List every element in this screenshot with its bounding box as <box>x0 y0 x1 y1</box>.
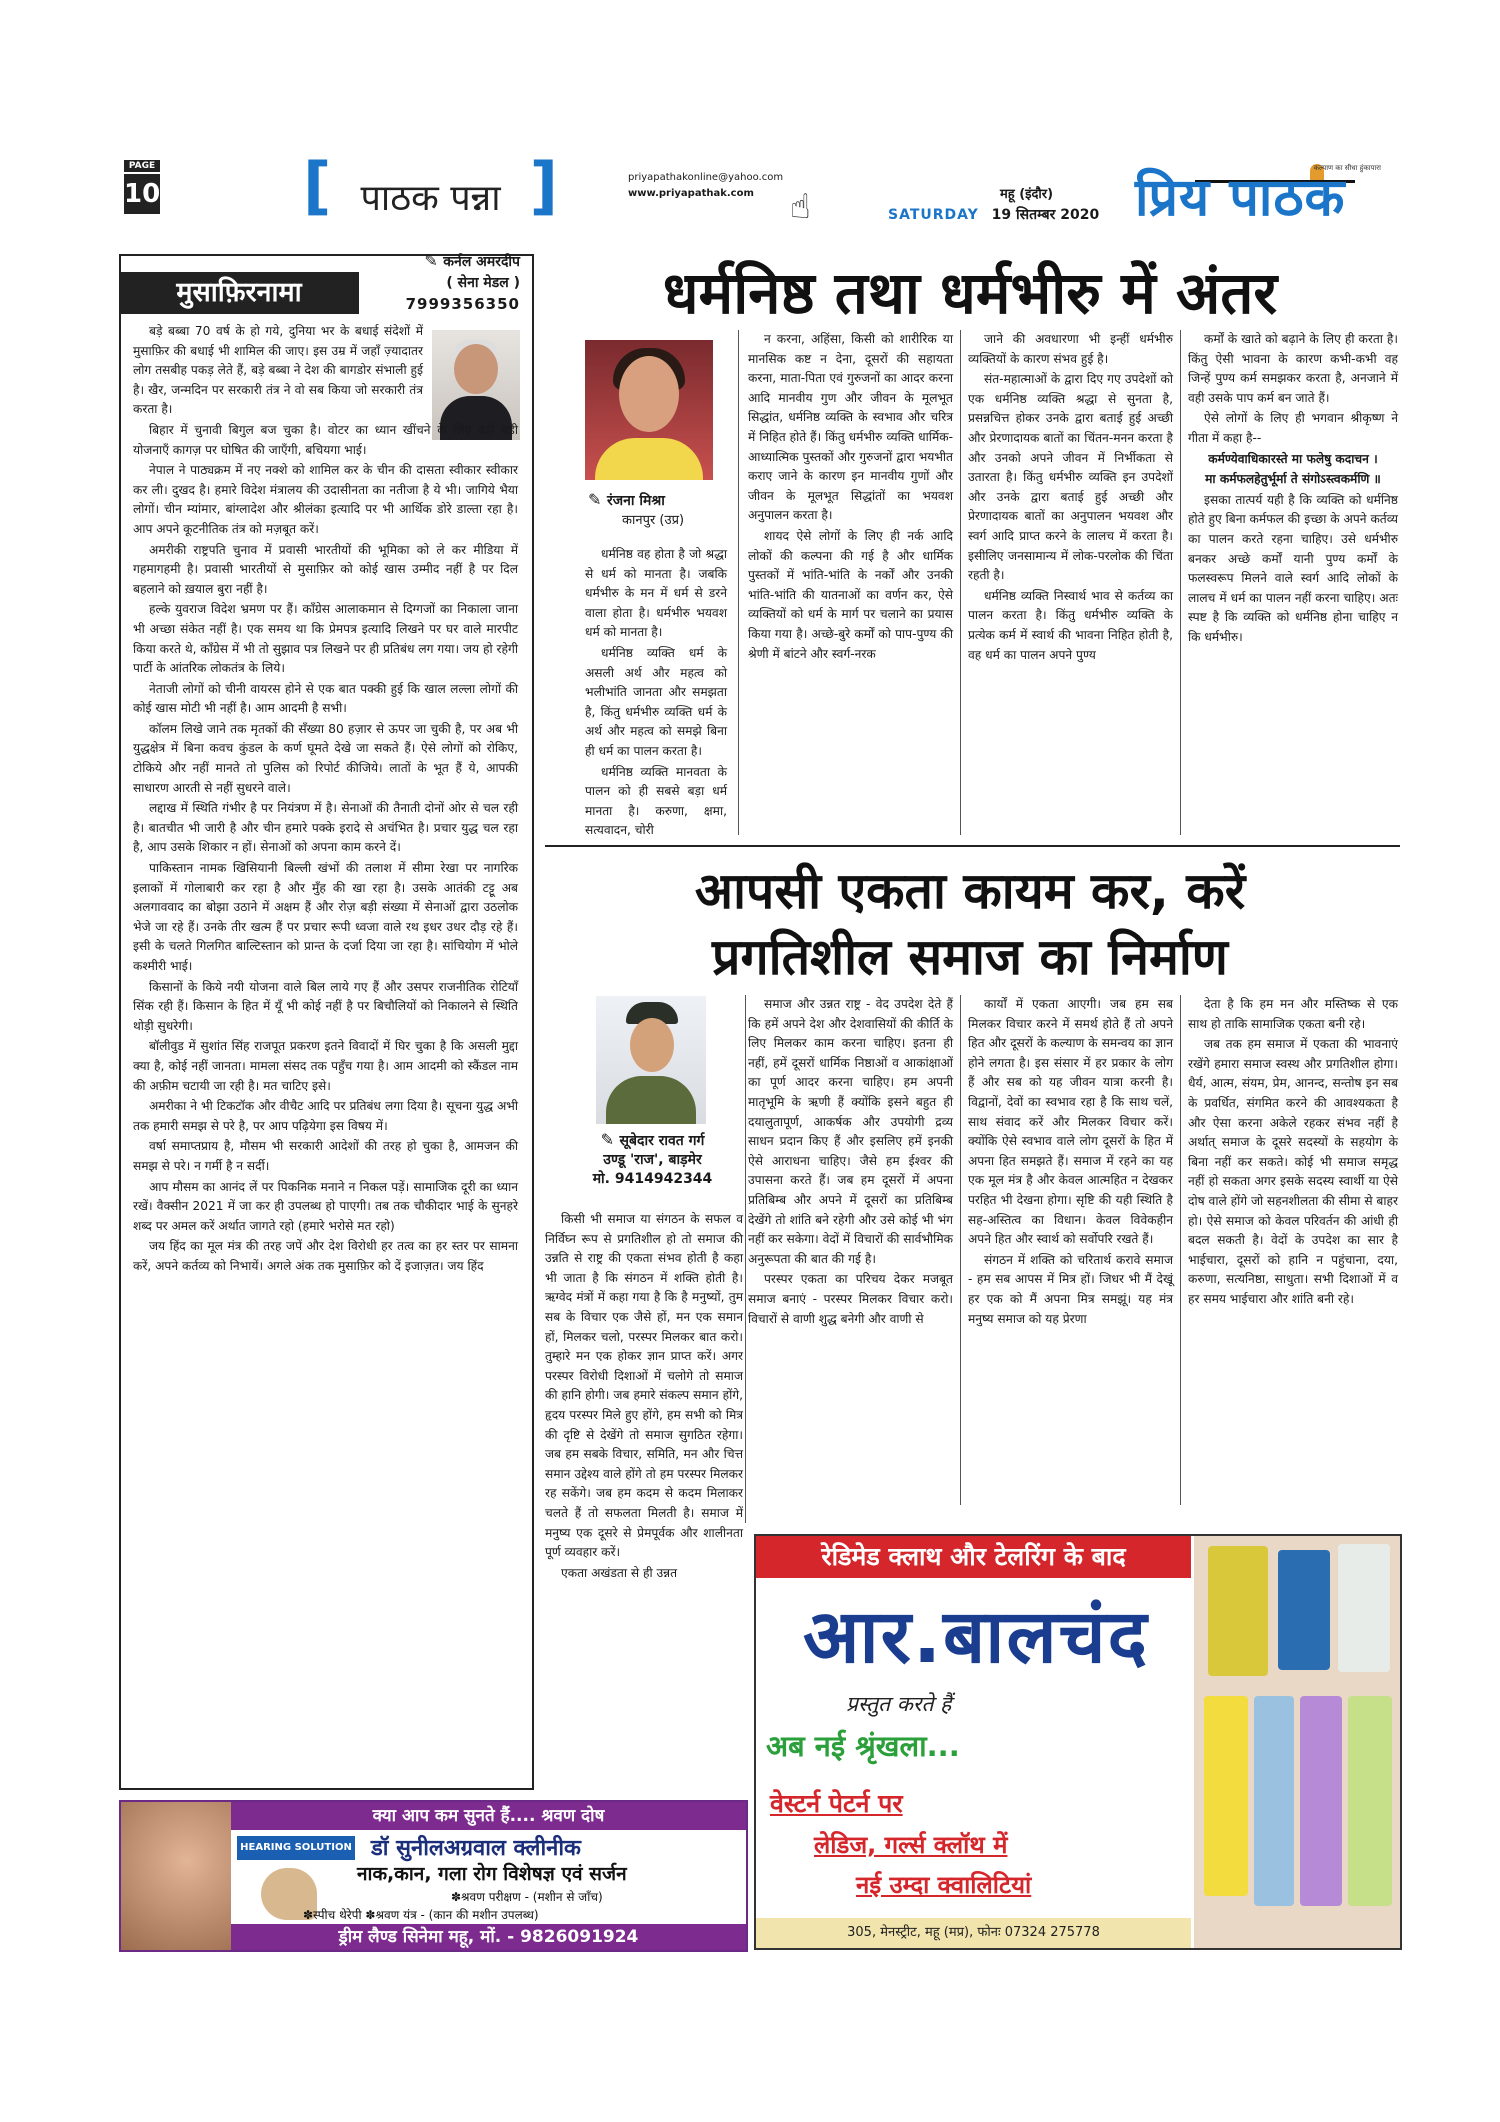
paragraph: बॉलीवुड में सुशांत सिंह राजपूत प्रकरण इतने विवादों में घिर चुका है कि असली मुद्दा क्या है, कोई नहीं जानता। मामला संसद तक पहुँच गया है। आम आदमी को स्कैंडल नाम की अफ़ीम चटायी जा रही है। मत चाटिए इसे। <box>133 1039 518 1093</box>
article1-col-b <box>748 330 953 665</box>
garment-image <box>1338 1544 1390 1672</box>
left-byline <box>380 250 520 315</box>
newspaper-logo <box>1135 160 1385 240</box>
ad-series: अब नई श्रृंखला... <box>766 1729 960 1763</box>
author-phone: 7999356350 <box>405 295 520 313</box>
paragraph: समाज और उन्नत राष्ट्र - वेद उपदेश देते हैं कि हमें अपने देश और देशवासियों की कीर्ति के लिए मिलकर काम करना चाहिए। इतना ही नहीं, हमें दूसरों धार्मिक निष्ठाओं व आकांक्षाओं का पूर्ण आदर करना चाहिए। हम अपनी मातृभूमि के ऋणी हैं क्योंकि इसने बहुत ही दयालुतापूर्ण, आकर्षक और उपयोगी द्रव्य साधन प्रदान किए हैं और इसलिए हमें इनकी ऐसे आराधना चाहिए। जैसे हम ईश्वर की उपासना करते हैं। जब हम दूसरों में अपना प्रतिबिम्ब और अपने में दूसरों का प्रतिबिम्ब देखेंगे तो शांति बने रहेगी और उसे कोई भी भंग नहीं कर सकेगा। वेदों में विचारों की सार्वभौमिक अनुरूपता की बात की गई है। <box>748 997 953 1266</box>
author-phone: मो. 9414942344 <box>592 1171 713 1187</box>
paragraph: धर्मनिष्ठ वह होता है जो श्रद्धा से धर्म को मानता है। जबकि धर्मभीरु के मन में धर्म से डरने वाला होता है। धर्मभीरु भयवश धर्म को मानता है। <box>585 547 727 640</box>
headline-line: प्रगतिशील समाज का निर्माण <box>712 928 1228 986</box>
paragraph: बिहार में चुनावी बिगुल बज चुका है। वोटर का ध्यान खींचने के लिए बड़ी बड़ी योजनाएँ कागज़ पर घोषित की जाएँगी, बचियगा भाई। <box>133 422 518 457</box>
article1-byline <box>588 490 728 528</box>
paragraph: जब तक हम समाज में एकता की भावनाएं रखेंगे हमारा समाज स्वस्थ और प्रगतिशील होगा। धैर्य, आत्म, संयम, प्रेम, आनन्द, सन्तोष इन सब के प्रवर्धित, संगमित करने की आवश्यकता है और ऐसा करना अकेले रहकर संभव नहीं है अर्थात् समाज के दूसरे सदस्यों के सहयोग के बिना नहीं कर सकते। कोई भी समाज समृद्ध नहीं हो सकता अगर इसके सदस्य स्वार्थी या ऐसे दोष वाले होंगे जो सहनशीलता की सीमा से बाहर हो। ऐसे समाज को केवल परिवर्तन की आंधी ही बदल सकती है। वेदों के उपदेश का सार है भाईचारा, दूसरों को हानि न पहुंचाना, दया, करुणा, सत्यनिष्ठा, साधुता। सभी दिशाओं में व हर समय भाईचारा और शांति बनी रहे। <box>1188 1037 1399 1306</box>
paragraph: परस्पर एकता का परिचय देकर मजबूत समाज बनाएं - परस्पर मिलकर विचार करो। विचारों से वाणी शुद्ध बनेगी और वाणी से <box>748 1272 953 1326</box>
column-name: मुसाफ़िरनामा <box>119 272 359 314</box>
garment-image <box>1348 1696 1392 1906</box>
paragraph: इसका तात्पर्य यही है कि व्यक्ति को धर्मनिष्ठ होते हुए बिना कर्मफल की इच्छा के अपने कर्तव्य का पालन करते रहना चाहिए। उसे धर्मभीरु बनकर अच्छे कर्मों यानी पुण्य कर्मों के फलस्वरूप मिलने वाले स्वर्ग आदि लोकों के लालच में धर्म का पालन नहीं करना चाहिए। अतः स्पष्ट है कि व्यक्ति को धर्मनिष्ठ होना चाहिए न कि धर्मभीरु। <box>1188 492 1398 644</box>
paragraph: संत-महात्माओं के द्वारा दिए गए उपदेशों को एक धर्मनिष्ठ व्यक्ति श्रद्धा से सुनता है, प्रसन्नचित्त होकर उनके द्वारा बताई हुई अच्छी और प्रेरणादायक बातों का चिंतन-मनन करता है और उनको अपने जीवन में निर्भीकता से उतारता है। किंतु धर्मभीरु व्यक्ति इन उपदेशों और उनके द्वारा बताई हुई अच्छी और प्रेरणादायक बातों का अनुपालन भयवश और स्वर्ग आदि प्राप्त करने के लालच में करता है। इसीलिए जनसामान्य में लोक-परलोक की चिंता रहती है। <box>968 372 1173 583</box>
paragraph: ऐसे लोगों के लिए ही भगवान श्रीकृष्ण ने गीता में कहा है-- <box>1188 411 1398 445</box>
paragraph: नेताजी लोगों को चीनी वायरस होने से एक बात पक्की हुई कि खाल लल्ला लोगों की कोई खास मोटी भी नहीं है। आम आदमी है सभी। <box>133 681 518 716</box>
ad-line: लेडिज, गर्ल्स क्लॉथ में <box>814 1831 1008 1859</box>
article2-col-a <box>545 1210 743 1584</box>
article2-headline <box>560 858 1380 990</box>
article1-col-a <box>585 545 727 842</box>
clothing-advertisement[interactable] <box>754 1534 1402 1950</box>
ad-address: 305, मेनस्ट्रीट, महू (मप्र), फोनः 07324 275778 <box>756 1918 1191 1948</box>
paragraph: नेपाल ने पाठ्यक्रम में नए नक्शे को शामिल कर के चीन की दासता स्वीकार स्वीकार कर ली। दुखद है। हमारे विदेश मंत्रालय की उदासीनता का नतीजा है ये भी। जागिये भैया लोगों। चीन म्यांमार, बांग्लादेश और श्रीलंका इत्यादि पर भी आर्थिक डोरे डाल्ता रहा है। आप अपने कूटनीतिक तंत्र को मज़बूत करें। <box>133 463 518 536</box>
email-link[interactable]: priyapathakonline@yahoo.com <box>628 172 784 183</box>
clinic-name: डॉ सुनीलअग्रवाल क्लीनीक <box>371 1836 581 1861</box>
paragraph: कार्यों में एकता आएगी। जब हम सब मिलकर विचार करने में समर्थ होते हैं तो अपने हित और दूसरों के कल्याण के समन्वय का ज्ञान होने लगता है। इस संसार में हर प्रकार के लोग हैं और सब को यह जीवन यात्रा करनी है। विद्वानों, देवों का स्वभाव रहा है कि साथ चलें, साथ संवाद करें और मिलकर विचार करें। क्योंकि ऐसे स्वभाव वाले लोग दूसरों के हित में अपना हित समझते हैं। समाज में रहने का यह एक मूल मंत्र है और केवल आत्महित न देखकर परहित भी देखना होगा। सृष्टि की यही स्थिति है सह-अस्तित्व का विधान। केवल विवेकहीन अपने हित और स्वार्थ को सर्वोपरि रखते हैं। <box>968 997 1173 1247</box>
day-label: SATURDAY <box>888 207 979 223</box>
website-link[interactable]: www.priyapathak.com <box>628 188 754 199</box>
page-number-tag <box>124 160 160 214</box>
contact-info <box>628 170 783 202</box>
author-photo <box>585 340 713 480</box>
ad-line: वेस्टर्न पेटर्न पर <box>770 1789 903 1818</box>
pen-icon: ✎ <box>424 251 444 270</box>
author-photo <box>596 996 706 1124</box>
ad-brand: आर.बालचंद <box>803 1594 1149 1680</box>
clinic-specialty: नाक,कान, गला रोग विशेषज्ञ एवं सर्जन <box>357 1863 627 1885</box>
garment-image <box>1254 1696 1294 1906</box>
paragraph: लद्दाख में स्थिति गंभीर है पर नियंत्रण में है। सेनाओं की तैनाती दोनों ओर से चल रही है। बातचीत भी जारी है और चीन हमारे पक्के इरादे से अचंभित है। प्रचार युद्ध चल रहा है, आप उसके शिकार न हों। सेनाओं को अपना काम करने दें। <box>133 801 518 855</box>
article1-col-c <box>968 330 1173 666</box>
shloka-line: कर्मण्येवाधिकारस्ते मा फलेषु कदाचन । <box>1208 451 1378 466</box>
bracket-right: ] <box>529 149 558 222</box>
paragraph: जय हिंद का मूल मंत्र की तरह जपें और देश विरोधी हर तत्व का हर स्तर पर सामना करें, अपने कर्तव्य को निभायें। अगले अंक तक मुसाफ़िर को दें इजाज़त। जय हिंद <box>133 1239 518 1273</box>
author-alias: उण्डू 'राज', बाड़मेर <box>603 1152 702 1168</box>
article2-byline <box>560 1130 745 1188</box>
author-name: कर्नल अमरदीप <box>443 254 520 270</box>
paragraph: जाने की अवधारणा भी इन्हीं धर्मभीरु व्यक्तियों के कारण संभव हुई है। <box>968 332 1173 366</box>
logo-tagline: कल्याण का सीधा हुंकापारा <box>1313 164 1381 172</box>
paragraph: शायद ऐसे लोगों के लिए ही नर्क आदि लोकों की कल्पना की गई है और धार्मिक पुस्तकों में भांति-भांति के नर्कों और उनकी भांति-भांति की यातनाओं का वर्णन कर, ऐसे व्यक्तियों को धर्म के मार्ग पर चलाने का प्रयास किया गया है। अच्छे-बुरे कर्मों को पाप-पुण्य की श्रेणी में बांटने और स्वर्ग-नरक <box>748 528 953 661</box>
article2-col-c <box>968 995 1173 1330</box>
paragraph: देता है कि हम मन और मस्तिष्क से एक साथ हो ताकि सामाजिक एकता बनी रहे। <box>1188 997 1398 1031</box>
section-title-box <box>303 149 558 224</box>
date-label: 19 सितम्बर 2020 <box>991 207 1100 223</box>
clinic-address: ड्रीम लैण्ड सिनेमा महू, मों. - 9826091924 <box>231 1924 746 1950</box>
paragraph: हल्के युवराज विदेश भ्रमण पर हैं। काँग्रेस आलाकमान से दिग्गजों का निकाला जाना भी अच्छा संकेत नहीं है। एक समय था कि प्रेमपत्र इत्यादि लिखने पर घर वाले मारपीट किया करते थे, काँग्रेस में भी तो सुझाव पत्र लिखने पर ही प्रतिबंध लग गया। जय हो रहेगी पार्टी के आंतरिक लोकतंत्र के लिये। <box>133 602 518 676</box>
paragraph: कॉलम लिखे जाने तक मृतकों की सँख्या 80 हज़ार से ऊपर जा चुकी है, पर अब भी युद्धक्षेत्र में बिना कवच कुंडल के कर्ण घूमते देखे जा सकते हैं। ऐसे लोगों को रोकिए, टोकिये और नहीं मानते तो पुलिस को रिपोर्ट कीजिये। लातों के भूत हैं ये, आपकी साधारण आरती से नहीं सुधरने वाले। <box>133 721 518 795</box>
paragraph: एकता अखंडता से ही उन्नत <box>561 1565 678 1580</box>
column-rule <box>960 330 961 835</box>
paragraph: धर्मनिष्ठ व्यक्ति मानवता के पालन को ही सबसे बड़ा धर्म मानता है। करुणा, क्षमा, सत्यवादन, चोरी <box>585 764 727 838</box>
author-location: कानपुर (उप्र) <box>622 513 685 528</box>
logo-name: प्रिय पाठक <box>1135 168 1346 228</box>
column-rule <box>745 995 746 1523</box>
column-rule <box>1180 995 1181 1505</box>
column-rule <box>960 995 961 1505</box>
paragraph: किसी भी समाज या संगठन के सफल व निर्विघ्न रूप से प्रगतिशील हो तो समाज की उन्नति से राष्ट्र की एकता संभव होती है कहा भी जाता है कि संगठन में शक्ति होती है। ऋग्वेद मंत्रों में कहा गया है कि है मनुष्यों, तुम सब के विचार एक जैसे हों, मन एक समान हों, मिलकर चलो, परस्पर मिलकर बात करो। तुम्हारे मन एक होकर ज्ञान प्राप्त करें। अगर परस्पर विरोधी दिशाओं में चलोगे तो समाज की हानि होगी। जब हमारे संकल्प समान होंगे, हृदय परस्पर मिले हुए होंगे, हम सभी को मित्र की दृष्टि से देखेंगे तो समाज सुगठित रहेगा। जब हम सबके विचार, समिति, मन और चित्त समान उद्देश्य वाले होंगे तो हम परस्पर मिलकर रह सकेंगे। जब हम कदम से कदम मिलाकर चलते हैं तो सफलता मिलती है। समाज में मनुष्य एक दूसरे से प्रेमपूर्वक और शालीनता पूर्ण व्यवहार करें। <box>545 1212 743 1560</box>
paragraph: किसानों के किये नयी योजना वाले बिल लाये गए हैं और उसपर राजनीतिक रोटियाँ सिंक रही हैं। किसान के हित में यूँ भी कोई नहीं है पर बिचौलियों को निकालने से स्थिति थोड़ी सुधरेगी। <box>133 979 518 1033</box>
paragraph: अमरीका ने भी टिकटॉक और वीचैट आदि पर प्रतिबंध लगा दिया है। सूचना युद्ध अभी तक हमारी समझ से परे है, पर आप पढ़ियेगा इस विषय में। <box>133 1099 518 1133</box>
pen-icon: ✎ <box>588 490 607 509</box>
ad-banner: क्या आप कम सुनते हैं.... श्रवण दोष <box>231 1802 746 1830</box>
column-rule <box>1180 330 1181 835</box>
paragraph: धर्मनिष्ठ व्यक्ति निस्वार्थ भाव से कर्तव्य का पालन करता है। किंतु धर्मभीरु व्यक्ति के प्रत्येक कर्म में स्वार्थ की भावना निहित होती है, वह धर्म का पालन अपने पुण्य <box>968 588 1173 662</box>
headline-line: आपसी एकता कायम कर, करें <box>694 862 1246 920</box>
author-name: रंजना मिश्रा <box>606 493 665 509</box>
article1-headline: धर्मनिष्ठ तथा धर्मभीरु में अंतर <box>662 259 1278 327</box>
garment-image <box>1208 1546 1268 1676</box>
clinic-advertisement[interactable] <box>119 1800 748 1952</box>
ad-line: नई उम्दा क्वालिटियां <box>856 1871 1032 1899</box>
paragraph: पाकिस्तान नामक खिसियानी बिल्ली खंभों की तलाश में सीमा रेखा पर नागरिक इलाकों में गोलाबारी कर रहा है और मुँह की खा रहा है। उसके आतंकी टट्टू अब अलगाववाद का बोझा उठाने में अक्षम हैं और रोज़ बड़ी संख्या में सेनाओं द्वारा उठलोक भेजे जा रहे हैं। उनके तीर खत्म हैं पर प्रचार रूपी ध्वजा वाले रथ इधर उधर दौड़ रहे हैं। इसी के चलते गिलगित बाल्टिस्तान को प्रान्त के दर्जा दिया जा रहा है। सांचियोग में भोले कश्मीरी भाई। <box>133 861 518 973</box>
ad-banner: रेडिमेड क्लाथ और टेलरिंग के बाद <box>756 1536 1191 1578</box>
garment-image <box>1278 1550 1330 1670</box>
paragraph: आप मौसम का आनंद लें पर पिकनिक मनाने न निकल पड़ें। सामाजिक दूरी का ध्यान रखें। वैक्सीन 2021 में जा कर ही उपलब्ध हो पाएगी। तब तक चौकीदार भाई के सुनहरे शब्द पर अमल करें अर्थात जागते रहो (हमारे भरोसे मत रहो) <box>133 1179 518 1233</box>
service-line: ✽स्पीच थेरेपी ✽श्रवण यंत्र - (कान की मशीन उपलब्ध) <box>303 1908 539 1922</box>
article2-col-b <box>748 995 953 1330</box>
paragraph: बड़े बब्बा 70 वर्ष के हो गये, दुनिया भर के बधाई संदेशों में मुसाफ़िर की बधाई भी शामिल की जाए। इस उम्र में जहाँ ज़्यादातर लोग तसबीह पकड़ लेते हैं, बड़े बब्बा ने देश की बागडोर संभाली हुई है। खैर, जन्मदिन पर सरकारी तंत्र ने वो सब किया जो सरकारी तंत्र करता है। <box>133 324 423 417</box>
paragraph: न करना, अहिंसा, किसी को शारीरिक या मानसिक कष्ट न देना, दूसरों की सहायता करना, माता-पिता एवं गुरुजनों का आदर करना आदि मानवीय गुण और जीवन के मूलभूत सिद्धांत, धर्मनिष्ठ व्यक्ति के स्वभाव और चरित्र में निहित होते हैं। किंतु धर्मभीरु व्यक्ति धार्मिक-आध्यात्मिक पुस्तकों और गुरुजनों द्वारा भयभीत कराए जाने के कारण इन मानवीय गुणों और जीवन के मूलभूत सिद्धांतों का भयवश अनुपालन करता है। <box>748 332 953 523</box>
paragraph: वर्षा समाप्तप्राय है, मौसम भी सरकारी आदेशों की तरह हो चुका है, आमजन की समझ से परे। न गर्मी है न सर्दी। <box>133 1139 518 1173</box>
article1-col-d <box>1188 330 1398 649</box>
ear-image <box>121 1802 231 1950</box>
paragraph: अमरीकी राष्ट्रपति चुनाव में प्रवासी भारतीयों की भूमिका को ले कर मीडिया में गहमागहमी है। प्रवासी भारतीयों से मुसाफ़िर को कोई खास उम्मीद नहीं है पर दिल बहलाने को ख़याल बुरा नहीं है। <box>133 542 518 596</box>
hearing-solution-badge: HEARING SOLUTION <box>237 1836 355 1860</box>
article2-col-d <box>1188 995 1398 1311</box>
left-column-text <box>133 322 518 1278</box>
page-number: 10 <box>124 174 160 214</box>
service-line: ✽श्रवण परीक्षण - (मशीन से जाँच) <box>451 1890 603 1904</box>
dateline <box>888 205 1099 224</box>
ad-presents: प्रस्तुत करते हैं <box>846 1692 952 1716</box>
page-label: PAGE <box>124 160 160 172</box>
column-rule <box>738 330 739 835</box>
paragraph: धर्मनिष्ठ व्यक्ति धर्म के असली अर्थ और महत्व को भलीभांति जानता और समझता है, किंतु धर्मभीरु व्यक्ति धर्म के अर्थ और महत्व को समझे बिना ही धर्म का पालन करता है। <box>585 645 727 758</box>
garment-image <box>1204 1696 1248 1896</box>
garment-image <box>1300 1696 1342 1906</box>
paragraph: कर्मों के खाते को बढ़ाने के लिए ही करता है। किंतु ऐसी भावना के कारण कभी-कभी वह जिन्हें पुण्य कर्म समझकर करता है, अनजाने में वही उसके पाप कर्म बन जाते हैं। <box>1188 332 1398 405</box>
paragraph: संगठन में शक्ति को चरितार्थ करावे समाज - हम सब आपस में मित्र हों। जिधर भी मैं देखूं हर एक को मैं अपना मित्र समझूं। यह मंत्र मनुष्य समाज को यह प्रेरणा <box>968 1252 1173 1326</box>
city: महू (इंदौर) <box>1000 187 1054 202</box>
garments-photo <box>1194 1536 1400 1948</box>
pointing-hand-icon: ☝ <box>790 187 811 227</box>
shloka-line: मा कर्मफलहेतुर्भूर्मा ते संगोऽस्त्वकर्मणि ॥ <box>1205 472 1381 487</box>
article-divider <box>545 845 1400 847</box>
pen-icon: ✎ <box>600 1130 620 1149</box>
bracket-left: [ <box>303 149 332 222</box>
section-title: पाठक पन्ना <box>360 178 501 219</box>
author-title: ( सेना मेडल ) <box>446 275 520 291</box>
author-name: सूबेदार रावत गर्ग <box>619 1133 705 1149</box>
